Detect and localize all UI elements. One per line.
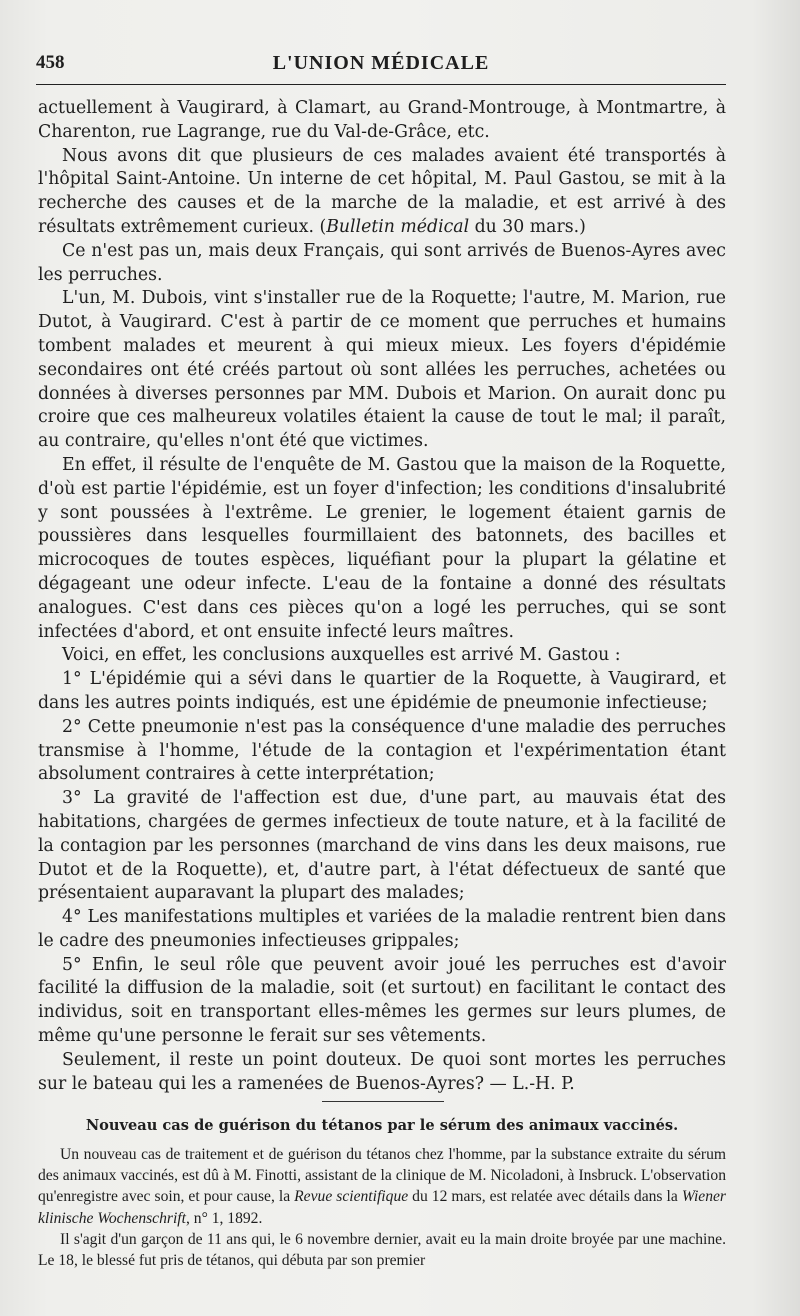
article-body bbox=[38, 97, 726, 1096]
running-title: L'UNION MÉDICALE bbox=[272, 52, 490, 74]
journal-name: Wiener klinische Wochenschrift bbox=[38, 1188, 726, 1227]
section-paragraph-case: Il s'agit d'un garçon de 11 ans qui, le 6 novembre dernier, avait eu la main droite broyée par une machine. Le 18, le blessé fut pris de tétanos, qui débuta par son premier bbox=[38, 1230, 726, 1270]
page-number: 458 bbox=[36, 52, 65, 73]
conclusion-5: 5° Enfin, le seul rôle que peuvent avoir joué les perruches est d'avoir facilité la diffusion de la maladie, soit (et surtout) en facilitant le contact des individus, soit en transportant elles-mêmes les germes sur leurs plumes, de même qu'une personne le ferait sur ses vêtements. bbox=[38, 954, 726, 1047]
paragraph-two-french: Ce n'est pas un, mais deux Français, qui sont arrivés de Buenos-Ayres avec les perruches. bbox=[38, 240, 726, 285]
paragraph-roquette-house: En effet, il résulte de l'enquête de M. Gastou que la maison de la Roquette, d'où est partie l'épidémie, est un foyer d'infection; les conditions d'insalubrité y sont poussées à l'extrême. Le grenier, le logement étaient garnis de poussières dans lesquelles fourmillaient des batonnets, des bacilles et microcoques de toutes espèces, liquéfiant pour la plupart la gélatine et dégageant une odeur infecte. L'eau de la fontaine a donné des résultats analogues. C'est dans ces pièces qu'on a logé les perruches, qui se sont infectées d'abord, et ont ensuite infecté leurs maîtres. bbox=[38, 454, 726, 642]
header-rule bbox=[36, 84, 726, 85]
paragraph-text: , n° 1, 1892. bbox=[185, 1209, 263, 1227]
conclusion-3: 3° La gravité de l'affection est due, d'une part, au mauvais état des habitations, chargées de germes infectieux de toute nature, et à la facilité de la contagion par les personnes (marchand de vins dans les deux maisons, rue Dutot et de la Roquette), et, d'autre part, à l'état défectueux de santé que présentaient auparavant la plupart des malades; bbox=[38, 788, 726, 904]
paragraph-text: du 30 mars.) bbox=[469, 216, 586, 237]
conclusion-4: 4° Les manifestations multiples et variées de la maladie rentrent bien dans le cadre des pneumonies infectieuses grippales; bbox=[38, 907, 726, 951]
conclusion-1: 1° L'épidémie qui a sévi dans le quartier de la Roquette, à Vaugirard, et dans les autres points indiqués, est une épidémie de pneumonie infectieuse; bbox=[38, 669, 726, 713]
conclusion-2: 2° Cette pneumonie n'est pas la conséquence d'une maladie des perruches transmise à l'homme, l'étude de la contagion et l'expérimentation étant absolument contraires à cette interprétation; bbox=[38, 716, 726, 785]
page-header bbox=[36, 52, 726, 80]
source-citation: Bulletin médical bbox=[326, 216, 470, 237]
paragraph-text: Un nouveau cas de traitement et de guérison du tétanos chez l'homme, par la substance extraite du sérum des animaux vaccinés, est dû à M. Finotti, assistant de la clinique de M. Nicoladoni, à Insbruck. L'observation qu'enregistre avec soin, et pour cause, la bbox=[38, 1146, 726, 1206]
section-body bbox=[38, 1144, 726, 1271]
journal-name: Revue scientifique bbox=[294, 1188, 409, 1206]
paragraph-dubois-marion: L'un, M. Dubois, vint s'installer rue de la Roquette; l'autre, M. Marion, rue Dutot, à Vaugirard. C'est à partir de ce moment que perruches et humains tombent malades et meurent à qui mieux mieux. Les foyers d'épidémie secondaires ont été créés partout où sont allées les perruches, achetées ou données à diverses personnes par MM. Dubois et Marion. On aurait donc pu croire que ces malheureux volatiles étaient la cause de tout le mal; il paraît, au contraire, qu'elles n'ont été que victimes. bbox=[38, 288, 726, 452]
paragraph-continued: actuellement à Vaugirard, à Clamart, au Grand-Montrouge, à Montmartre, à Charenton, rue Lagrange, rue du Val-de-Grâce, etc. bbox=[38, 98, 726, 142]
paragraph-conclusions-intro: Voici, en effet, les conclusions auxquelles est arrivé M. Gastou : bbox=[62, 645, 621, 666]
section-title: Nouveau cas de guérison du tétanos par le sérum des animaux vaccinés. bbox=[85, 1117, 679, 1134]
paragraph-text: du 12 mars, est relatée avec détails dans la bbox=[408, 1188, 682, 1206]
paragraph-text: Nous avons dit que plusieurs de ces malades avaient été transportés à l'hôpital Saint-Antoine. Un interne de cet hôpital, M. Paul Gastou, se mit à la recherche des causes et de la marche de la maladie, et est arrivé à des résultats extrêmement curieux. ( bbox=[38, 145, 726, 237]
section-paragraph-finotti bbox=[38, 1144, 726, 1229]
section-divider bbox=[322, 1101, 444, 1102]
paragraph-gastou-intro bbox=[38, 145, 726, 240]
paragraph-closing: Seulement, il reste un point douteux. De quoi sont mortes les perruches sur le bateau qui les a ramenées de Buenos-Ayres? — L.-H. P. bbox=[38, 1049, 726, 1094]
